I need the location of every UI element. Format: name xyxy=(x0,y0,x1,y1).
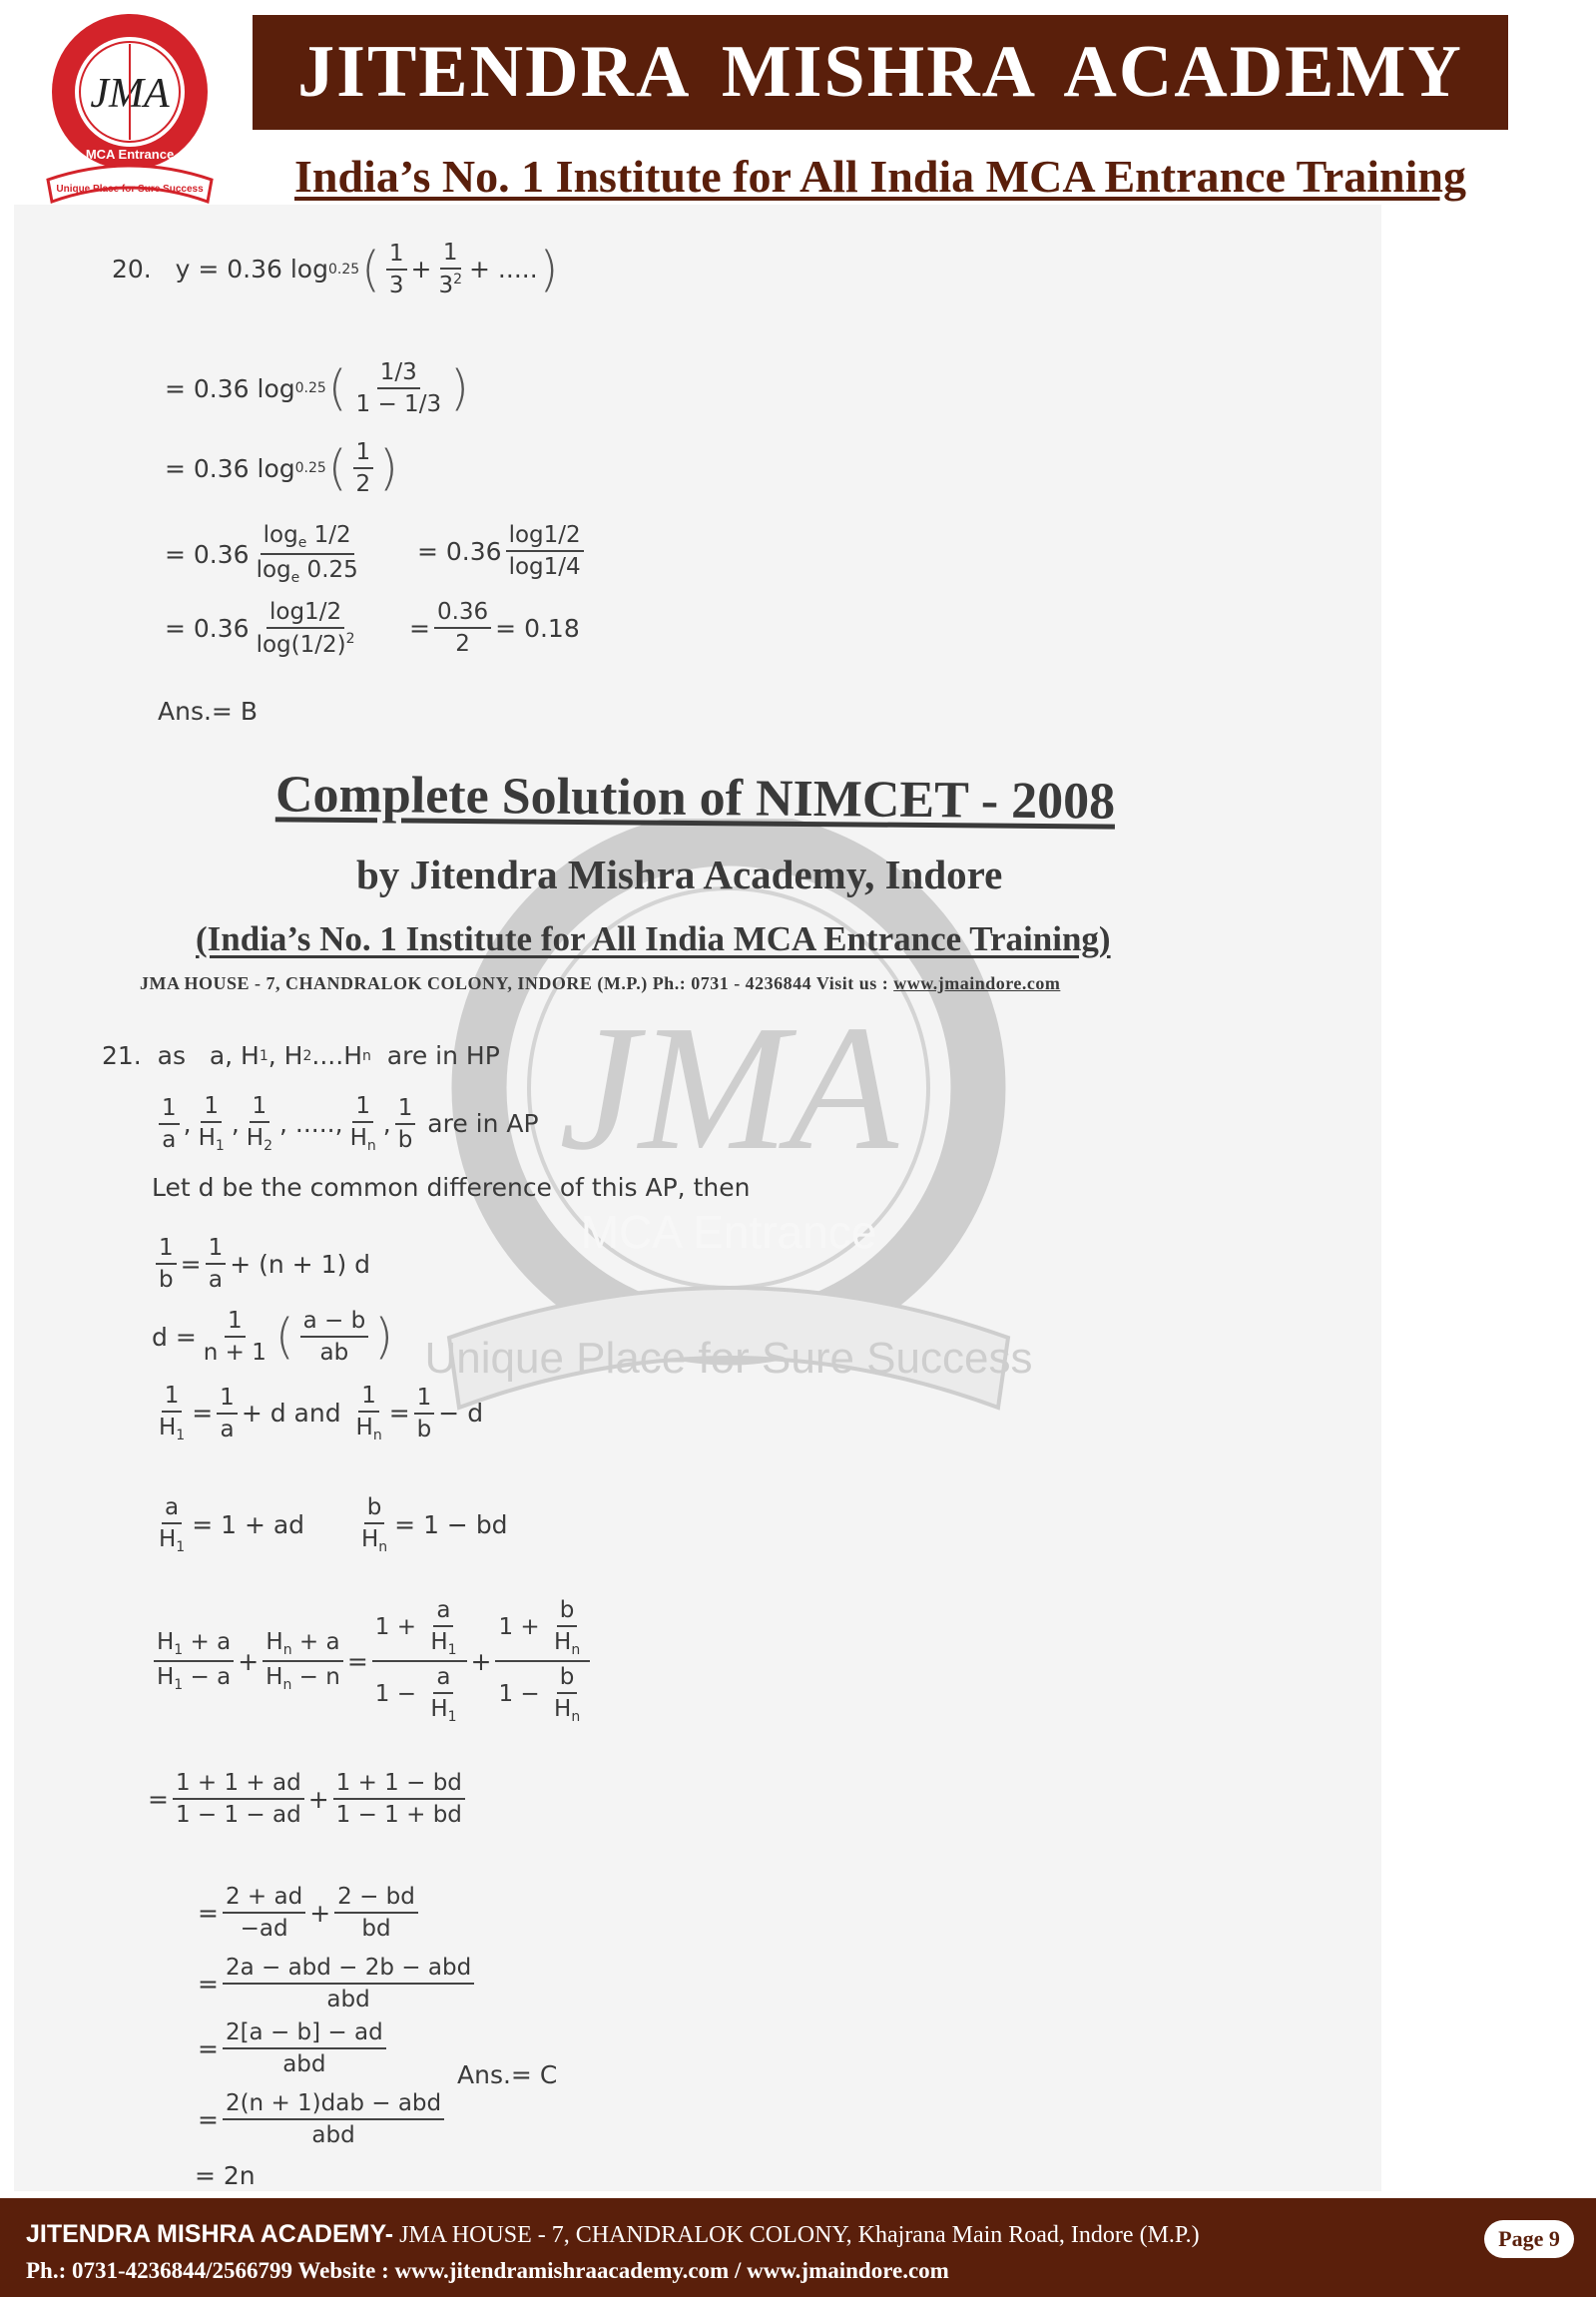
q21-line2: 1 a , 1 $H_1$ , 1 $H_2$ , ....., 1 $H_n$ , 1 b are in AP xyxy=(155,1093,539,1154)
logo-text: JMA xyxy=(90,71,170,117)
academy-banner: JITENDRA MISHRA ACADEMY xyxy=(253,15,1508,130)
q21-eq1: 1 b = 1 a + (n + 1) d xyxy=(152,1235,370,1293)
page-number-badge: Page 9 xyxy=(1484,2220,1574,2258)
q20-answer: Ans.= B xyxy=(158,697,258,726)
q21-eq2: d = 1 n + 1 ( a − b ab ) xyxy=(152,1308,393,1366)
q21-answer: Ans.= C xyxy=(457,2060,558,2089)
q20-step2: = 0.36 log 0.25 ( 1 2 ) xyxy=(165,439,398,497)
jma-logo xyxy=(40,12,220,217)
q21-eq4: a $H_1$ = 1 + ad xyxy=(159,1494,305,1555)
question-number: 21. xyxy=(102,1041,142,1070)
q21-eq7: = 2 + ad −ad + 2 − bd bd xyxy=(198,1884,422,1942)
promo-address: JMA HOUSE - 7, CHANDRALOK COLONY, INDORE (M.P.) Ph.: 0731 - 4236844 Visit us : www.jmaindore.com xyxy=(140,973,1061,993)
svg-text:MCA Entrance: MCA Entrance xyxy=(85,147,175,162)
svg-text:MCA Entrance: MCA Entrance xyxy=(580,1206,877,1258)
q21-eq3: 1 $H_1$ = 1 a + d and 1 $H_n$ = 1 b − d xyxy=(159,1383,484,1443)
promo-website: www.jmaindore.com xyxy=(893,973,1061,993)
q21-eq9: = 2[a − b] − ad abd xyxy=(198,2019,390,2077)
footer-contact: Ph.: 0731-4236844/2566799 Website : www.jitendramishraacademy.com / www.jmaindore.com xyxy=(26,2258,949,2283)
q20-step4b: = 0.36 2 = 0.18 xyxy=(409,599,580,657)
q21-eq6: = 1 + 1 + ad 1 − 1 − ad + 1 + 1 − bd 1 − 1 + bd xyxy=(148,1770,469,1828)
footer-address-line: JITENDRA MISHRA ACADEMY- JMA HOUSE - 7, CHANDRALOK COLONY, Khajrana Main Road, Indore (M.P.) xyxy=(26,2220,1200,2248)
footer-brand: JITENDRA MISHRA ACADEMY- xyxy=(26,2220,394,2248)
promo-tagline: (India’s No. 1 Institute for All India MCA Entrance Training) xyxy=(196,919,1111,958)
q20-line1: 20. y = 0.36 log 0.25 ( 1 3 + 1 $3^2$ + ..... ) xyxy=(112,240,559,298)
promo-subtitle: by Jitendra Mishra Academy, Indore xyxy=(356,852,1003,897)
q21-eq8: = 2a − abd − 2b − abd abd xyxy=(198,1955,478,2012)
question-number: 20. xyxy=(112,255,152,284)
q20-step4: = 0.36 log1/2 $\log(1/2)^2$ xyxy=(165,599,355,658)
q21-line1: 21. as a, H 1 , H 2 ....H n are in HP xyxy=(102,1041,500,1070)
svg-text:Unique Place for Sure Success: Unique Place for Sure Success xyxy=(424,1334,1033,1383)
q20-step1: = 0.36 log 0.25 ( 1/3 1 − 1/3 ) xyxy=(165,359,469,417)
footer xyxy=(0,2198,1596,2297)
svg-text:Unique Place for Sure Success: Unique Place for Sure Success xyxy=(56,184,204,195)
q21-eq4b: b $H_n$ = 1 − bd xyxy=(361,1494,508,1555)
promo-title: Complete Solution of NIMCET - 2008 xyxy=(274,766,1116,831)
q21-eq10: = 2(n + 1)dab − abd abd xyxy=(198,2090,448,2148)
q21-line3: Let d be the common difference of this AP, then xyxy=(152,1173,751,1202)
q21-eq5: $H_1 + a$ $H_1 - a$ + $H_n + a$ $H_n - n$ = 1 + $\frac{a}{H_1}$ 1 − $\frac{a}{H_1}$ + 1 + $\frac{b}{H_n}$ 1 − $\frac{b}{H_n}$ xyxy=(150,1597,594,1725)
q20-step3b: = 0.36 log1/2 log1/4 xyxy=(417,522,588,580)
svg-text:JMA: JMA xyxy=(559,988,898,1187)
header-tagline: India’s No. 1 Institute for All India MCA Entrance Training xyxy=(293,151,1466,202)
q21-eq11: = 2n xyxy=(195,2161,256,2190)
q20-step3: = 0.36 $\log_e 1/2$ $\log_e 0.25$ xyxy=(165,522,358,586)
